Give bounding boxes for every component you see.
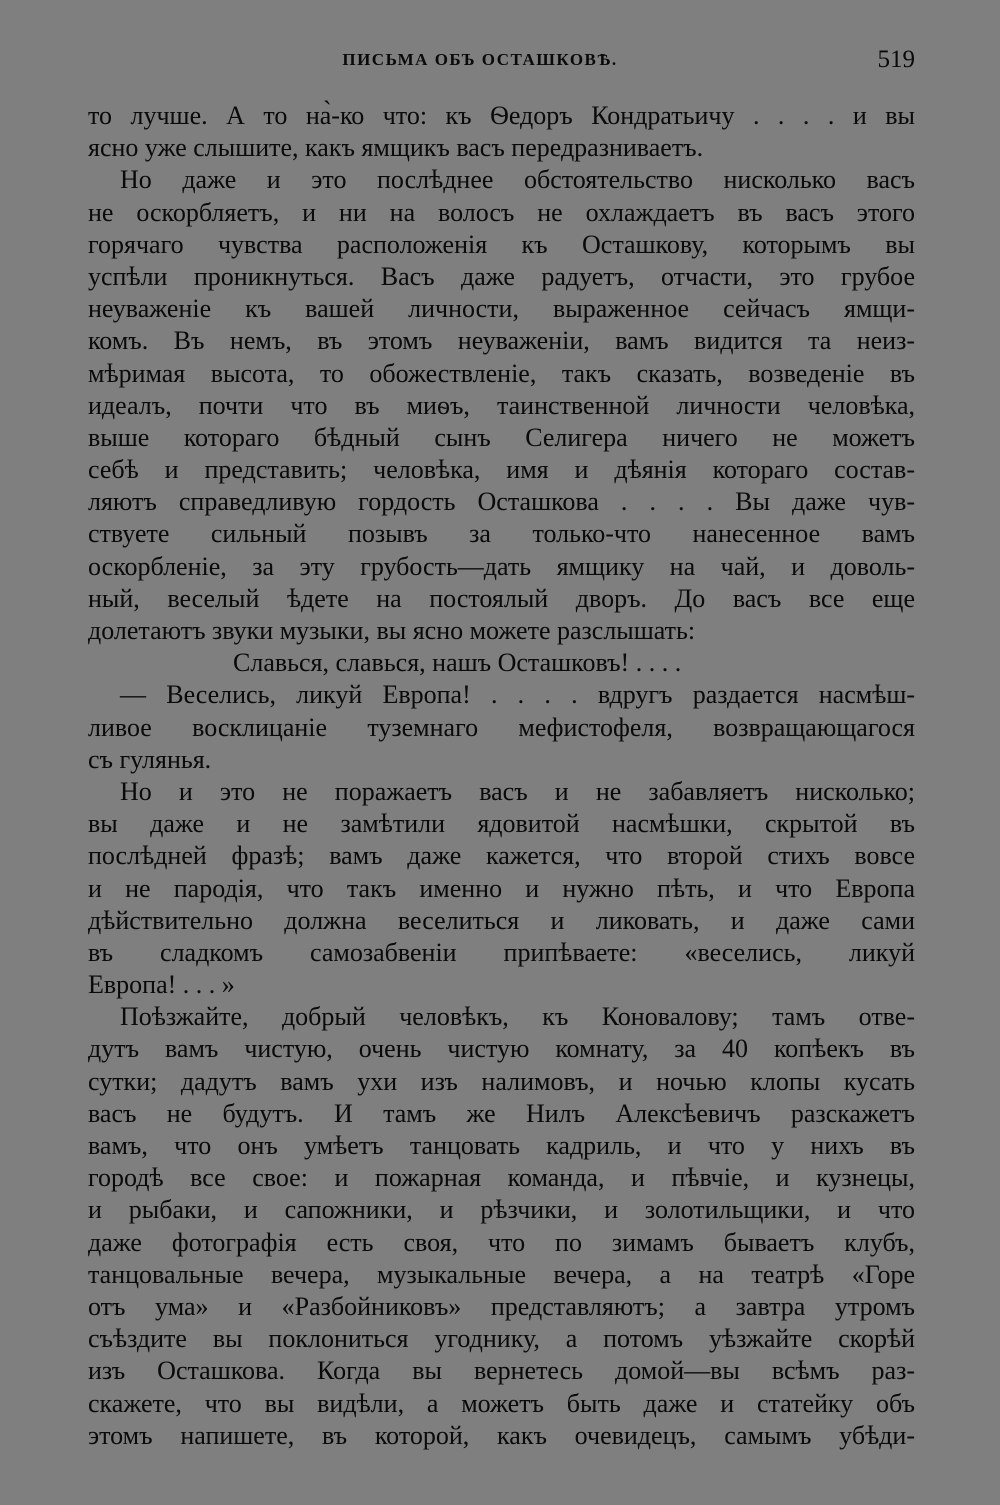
text-line: вамъ, что онъ умѣетъ танцовать кадриль, и что у нихъ въ: [88, 1131, 915, 1160]
text-line: горячаго чувства расположенія къ Осташкову, которымъ вы: [88, 229, 915, 259]
text-line: ствуете сильный позывъ за только-что нанесенное вамъ: [88, 519, 915, 549]
text-line: выше котораго бѣдный сынъ Селигера ничего не можетъ: [88, 422, 915, 452]
text-line: ляютъ справедливую гордость Осташкова . . . . Вы даже чув-: [88, 487, 915, 517]
text-line: Европа! . . . »: [88, 970, 235, 1000]
text-line: Поѣзжайте, добрый человѣкъ, къ Коновалову; тамъ отве-: [120, 1002, 915, 1032]
text-line: оскорбленіе, за эту грубость—дать ямщику на чай, и доволь-: [88, 551, 915, 581]
text-line: скажете, что вы видѣли, а можетъ быть даже и статейку объ: [88, 1388, 915, 1418]
text-line: успѣли проникнуться. Васъ даже радуетъ, отчасти, это грубое: [88, 261, 915, 291]
text-line: съѣздите вы поклониться угоднику, а потомъ уѣзжайте скорѣй: [88, 1324, 915, 1354]
text-line: ясно уже слышите, какъ ямщикъ васъ передразниваетъ.: [88, 133, 704, 163]
running-title: ПИСЬМА ОБЪ ОСТАШКОВѢ.: [342, 50, 618, 69]
text-line: изъ Осташкова. Когда вы вернетесь домой—вы всѣмъ раз-: [88, 1356, 915, 1386]
text-line: послѣдней фразѣ; вамъ даже кажется, что второй стихъ вовсе: [88, 841, 915, 871]
text-line: этомъ напишете, въ которой, какъ очевидецъ, самымъ убѣди-: [88, 1420, 915, 1450]
text-line: даже фотографія есть своя, что по зимамъ бываетъ клубъ,: [88, 1227, 915, 1257]
text-line: идеалъ, почти что въ миѳъ, таинственной личности человѣка,: [88, 390, 915, 420]
text-line: ный, веселый ѣдете на постоялый дворъ. До васъ все еще: [88, 583, 915, 613]
body-text: [88, 100, 915, 1452]
text-line: неуваженіе къ вашей личности, выраженное сейчасъ ямщи-: [88, 294, 915, 324]
text-line: долетаютъ звуки музыки, вы ясно можете разслышать:: [88, 616, 696, 645]
text-line: сутки; дадутъ вамъ ухи изъ налимовъ, и ночью клопы кусать: [88, 1066, 915, 1096]
text-line: — Веселись, ликуй Европа! . . . . вдругъ раздается насмѣш-: [120, 680, 915, 710]
text-line: въ сладкомъ самозабвеніи припѣваете: «веселись, ликуй: [88, 937, 915, 967]
verse-line: Славься, славься, нашъ Осташковъ! . . . .: [233, 648, 682, 678]
text-line: то лучше. А то на̀-ко что: къ Ѳедоръ Кондратьичу . . . . и вы: [88, 101, 915, 130]
text-line: вы даже и не замѣтили ядовитой насмѣшки, скрытой въ: [88, 809, 915, 839]
text-line: дѣйствительно должна веселиться и ликовать, и даже сами: [88, 905, 915, 935]
text-line: ливое восклицаніе туземнаго мефистофеля, возвращающагося: [88, 712, 915, 742]
text-line: Но и это не поражаетъ васъ и не забавляетъ нисколько;: [120, 776, 915, 806]
text-line: комъ. Въ немъ, въ этомъ неуваженіи, вамъ видится та неиз-: [88, 326, 915, 356]
text-line: Но даже и это послѣднее обстоятельство нисколько васъ: [120, 165, 915, 195]
text-line: городѣ все свое: и пожарная команда, и пѣвчіе, и кузнецы,: [88, 1163, 915, 1193]
text-line: отъ ума» и «Разбойниковъ» представляютъ; а завтра утромъ: [88, 1291, 915, 1321]
text-line: васъ не будутъ. И тамъ же Нилъ Алексѣевичъ разскажетъ: [88, 1098, 915, 1128]
text-line: танцовальные вечера, музыкальные вечера, а на театрѣ «Горе: [88, 1259, 915, 1289]
text-line: мѣримая высота, то обожествленіе, такъ сказать, возведеніе въ: [88, 358, 915, 388]
text-line: и не пародія, что такъ именно и нужно пѣть, и что Европа: [88, 873, 915, 903]
text-line: съ гулянья.: [88, 744, 212, 774]
page-number: 519: [877, 46, 915, 73]
text-line: не оскорбляетъ, и ни на волосъ не охлаждаетъ въ васъ этого: [88, 197, 915, 227]
text-line: и рыбаки, и сапожники, и рѣзчики, и золотильщики, и что: [88, 1195, 915, 1225]
text-line: дутъ вамъ чистую, очень чистую комнату, за 40 копѣекъ въ: [88, 1034, 915, 1064]
text-line: себѣ и представить; человѣка, имя и дѣянія котораго состав-: [88, 455, 915, 485]
running-head: [0, 46, 1000, 76]
